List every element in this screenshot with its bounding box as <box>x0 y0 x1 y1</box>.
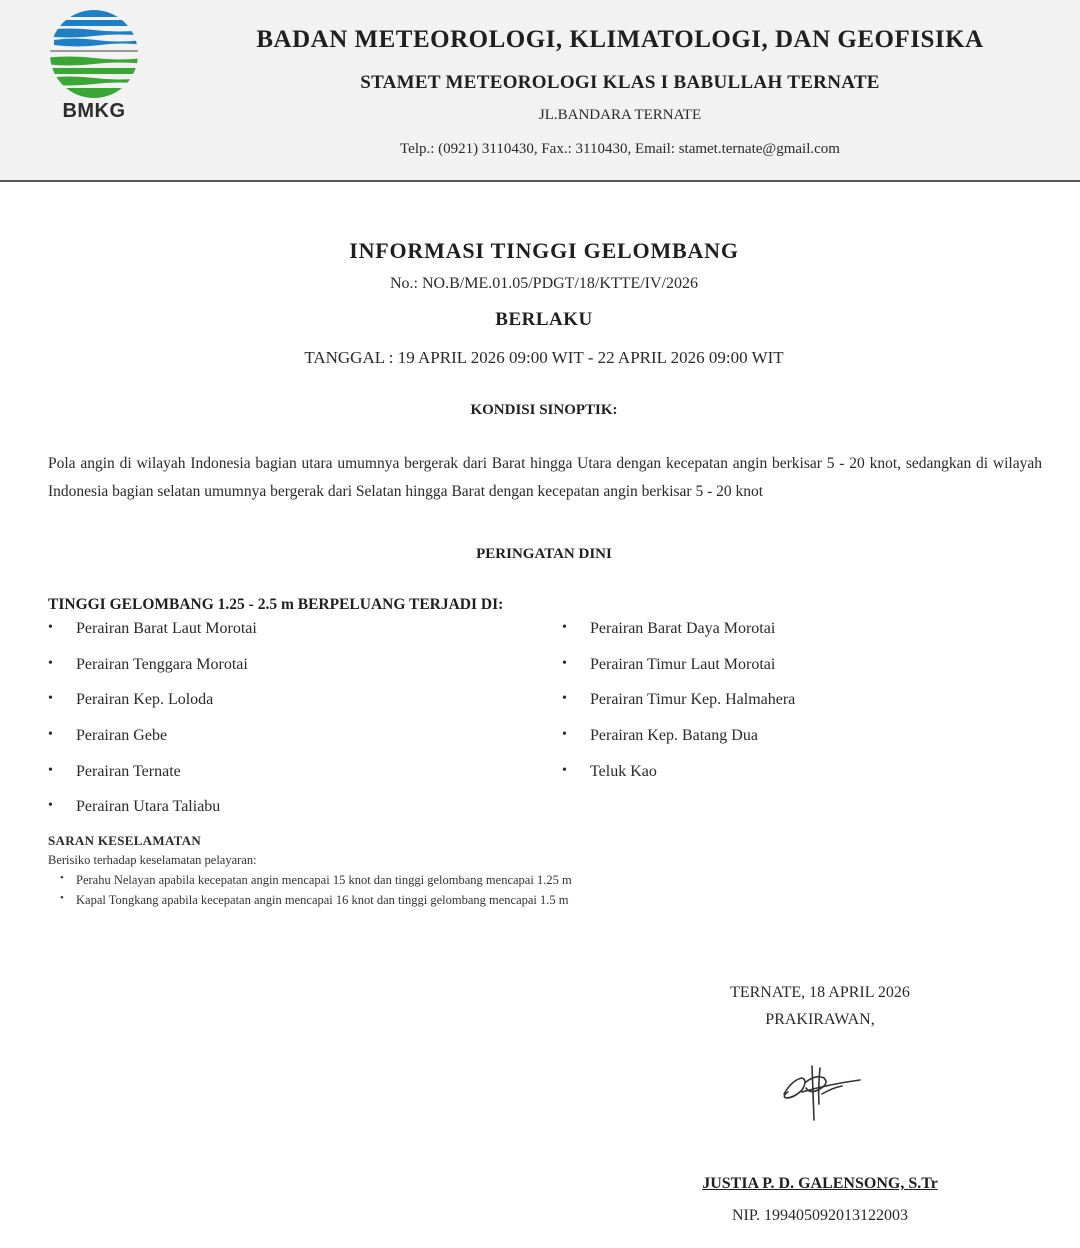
signatory-nip: NIP. 199405092013122003 <box>731 1207 908 1224</box>
station-address: JL.BANDARA TERNATE <box>538 107 702 123</box>
signature-icon <box>772 1058 872 1128</box>
list-item <box>48 656 257 692</box>
list-item <box>48 763 257 799</box>
document-number: No.: NO.B/ME.01.05/PDGT/18/KTTE/IV/2026 <box>390 275 698 292</box>
logo-wordmark: BMKG <box>62 100 126 122</box>
list-item <box>60 873 572 893</box>
list-item <box>562 763 795 799</box>
area-name: Perairan Utara Taliabu <box>76 798 221 816</box>
list-item <box>562 620 795 656</box>
safety-subtitle: Berisiko terhadap keselamatan pelayaran: <box>48 853 257 867</box>
bullet-icon: • <box>562 691 567 707</box>
sign-role: PRAKIRAWAN, <box>765 1011 875 1028</box>
safety-text: Perahu Nelayan apabila kecepatan angin mencapai 15 knot dan tinggi gelombang mencapai 1.25 m <box>76 873 572 887</box>
area-name: Perairan Barat Laut Morotai <box>76 620 257 637</box>
signatory-name: JUSTIA P. D. GALENSONG, S.Tr <box>702 1175 938 1192</box>
area-name: Perairan Gebe <box>76 727 168 745</box>
bullet-icon: • <box>48 620 53 635</box>
area-name: Perairan Kep. Batang Dua <box>590 727 758 745</box>
list-item <box>48 798 257 834</box>
area-name: Perairan Kep. Loloda <box>76 691 214 709</box>
synoptic-heading: KONDISI SINOPTIK: <box>470 402 618 418</box>
safety-text: Kapal Tongkang apabila kecepatan angin mencapai 16 knot dan tinggi gelombang mencapai 1.5 m <box>76 893 569 907</box>
list-item <box>562 656 795 692</box>
safety-list <box>60 873 572 913</box>
list-item <box>48 727 257 763</box>
bullet-icon: • <box>562 655 567 671</box>
safety-heading: SARAN KESELAMATAN <box>48 833 202 848</box>
list-item <box>48 620 257 656</box>
bullet-icon: • <box>48 655 53 671</box>
validity-dates: TANGGAL : 19 APRIL 2026 09:00 WIT - 22 APRIL 2026 09:00 WIT <box>304 348 784 367</box>
station-contact: Telp.: (0921) 3110430, Fax.: 3110430, Email: stamet.ternate@gmail.com <box>400 141 840 157</box>
list-item <box>562 727 795 763</box>
bullet-icon: • <box>562 727 567 743</box>
wave-height-heading: TINGGI GELOMBANG 1.25 - 2.5 m BERPELUANG TERJADI DI: <box>48 596 504 613</box>
bullet-icon: • <box>60 872 64 884</box>
area-name: Perairan Ternate <box>76 762 181 780</box>
area-list-right <box>562 620 795 798</box>
letterhead <box>0 0 1080 182</box>
warning-heading: PERINGATAN DINI <box>476 546 612 562</box>
area-list-left <box>48 620 257 834</box>
sign-place-date: TERNATE, 18 APRIL 2026 <box>730 984 910 1001</box>
bullet-icon: • <box>48 727 53 743</box>
bullet-icon: • <box>562 620 567 635</box>
synoptic-text: Pola angin di wilayah Indonesia bagian utara umumnya bergerak dari Barat hingga Utara dengan kecepatan angin berkisar 5 - 20 knot, sedangkan di wilayah Indonesia bagian selatan umumnya bergerak dari Selatan hingga Barat dengan kecepatan angin berkisar 5 - 20 knot <box>48 455 1042 500</box>
area-name: Perairan Timur Laut Morotai <box>590 655 776 673</box>
validity-heading: BERLAKU <box>495 309 593 330</box>
area-name: Perairan Tenggara Morotai <box>76 655 248 673</box>
area-name: Teluk Kao <box>590 762 657 780</box>
bmkg-logo-icon <box>44 8 144 100</box>
bullet-icon: • <box>48 762 53 778</box>
bullet-icon: • <box>60 892 64 904</box>
list-item <box>48 691 257 727</box>
agency-name: BADAN METEOROLOGI, KLIMATOLOGI, DAN GEOFISIKA <box>256 26 984 53</box>
station-name: STAMET METEOROLOGI KLAS I BABULLAH TERNATE <box>360 72 880 93</box>
bullet-icon: • <box>562 762 567 778</box>
bullet-icon: • <box>48 798 53 814</box>
signature <box>772 1058 872 1128</box>
area-name: Perairan Timur Kep. Halmahera <box>590 691 796 709</box>
bullet-icon: • <box>48 691 53 707</box>
document-title: INFORMASI TINGGI GELOMBANG <box>349 238 739 263</box>
list-item <box>562 691 795 727</box>
bmkg-logo <box>44 8 144 126</box>
list-item <box>60 893 572 913</box>
area-name: Perairan Barat Daya Morotai <box>590 620 776 637</box>
